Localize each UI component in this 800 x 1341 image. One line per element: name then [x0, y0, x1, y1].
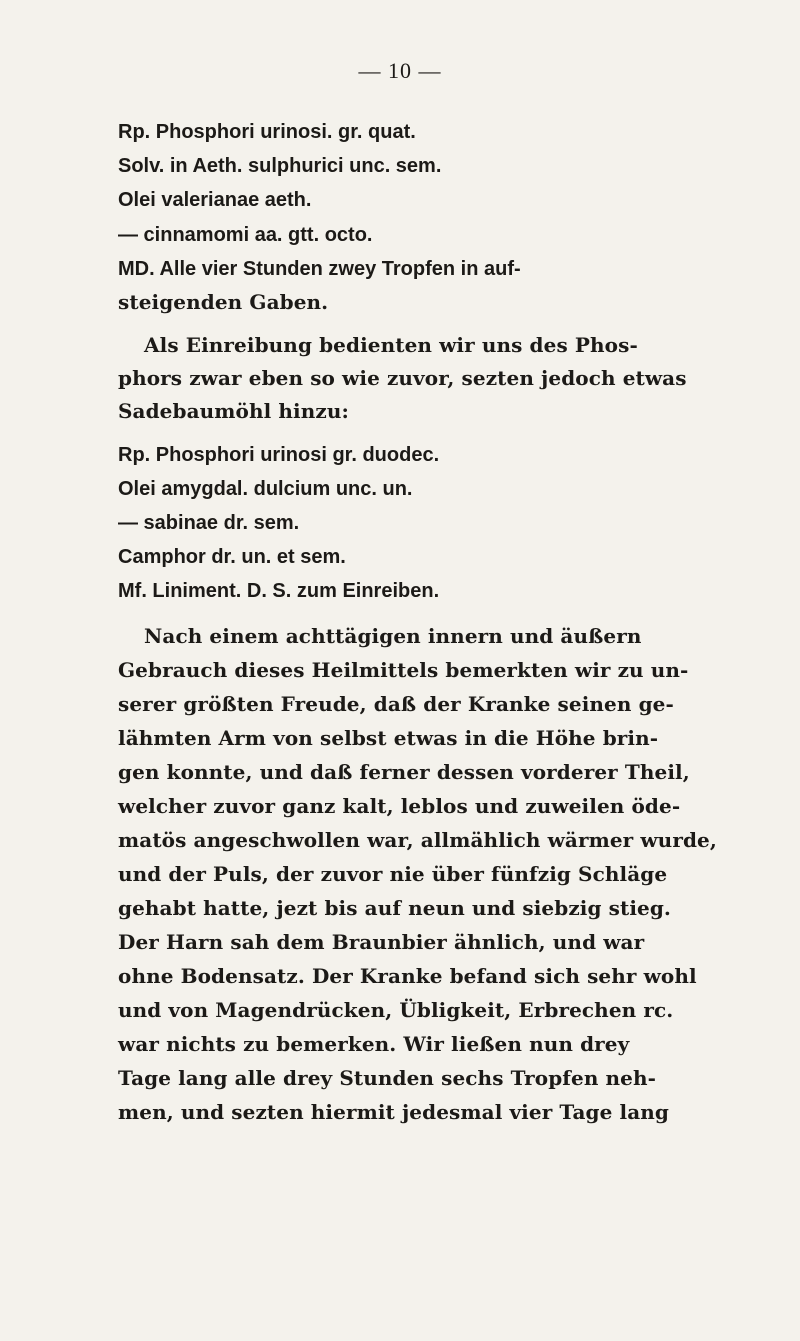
recipe-1-line: Olei valerianae aeth. [118, 189, 312, 211]
paragraph-2-line: men, und sezten hiermit jedesmal vier Tage lang [118, 1100, 669, 1124]
paragraph-2-line: welcher zuvor ganz kalt, leblos und zuweilen öde- [118, 794, 681, 818]
paragraph-2-line: war nichts zu bemerken. Wir ließen nun drey [118, 1032, 630, 1056]
page-number: — 10 — [358, 58, 442, 83]
paragraph-2-line: und der Puls, der zuvor nie über fünfzig Schläge [118, 862, 668, 886]
recipe-1-line: — cinnamomi aa. gtt. octo. [118, 224, 373, 246]
recipe-1-line: steigenden Gaben. [118, 290, 329, 314]
paragraph-2-line: ohne Bodensatz. Der Kranke befand sich sehr wohl [118, 964, 697, 988]
paragraph-2-line: lähmten Arm von selbst etwas in die Höhe brin- [118, 726, 659, 750]
recipe-1-line: Solv. in Aeth. sulphurici unc. sem. [118, 155, 442, 177]
recipe-2-line: Olei amygdal. dulcium unc. un. [118, 478, 413, 500]
paragraph-1-line: Als Einreibung bedienten wir uns des Phos- [144, 333, 638, 357]
paragraph-2-line: matös angeschwollen war, allmählich wärmer wurde, [118, 828, 717, 852]
paragraph-2-line: gehabt hatte, jezt bis auf neun und siebzig stieg. [118, 896, 671, 920]
paragraph-2-line: Gebrauch dieses Heilmittels bemerkten wir zu un- [118, 658, 689, 682]
paragraph-1-line: phors zwar eben so wie zuvor, sezten jedoch etwas [118, 366, 687, 390]
paragraph-2-line: Tage lang alle drey Stunden sechs Tropfen neh- [118, 1066, 657, 1090]
paragraph-2-line: und von Magendrücken, Übligkeit, Erbrechen rc. [118, 998, 674, 1022]
recipe-1-line: MD. Alle vier Stunden zwey Tropfen in auf- [118, 258, 521, 280]
recipe-2-line: Mf. Liniment. D. S. zum Einreiben. [118, 580, 440, 602]
paragraph-2-line: gen konnte, und daß ferner dessen vorderer Theil, [118, 760, 690, 784]
recipe-2-line: Camphor dr. un. et sem. [118, 546, 346, 568]
paragraph-2-line: Der Harn sah dem Braunbier ähnlich, und war [118, 930, 645, 954]
paragraph-1-line: Sadebaumöhl hinzu: [118, 399, 349, 423]
recipe-2-line: — sabinae dr. sem. [118, 512, 300, 534]
recipe-2-line: Rp. Phosphori urinosi gr. duodec. [118, 444, 440, 466]
paragraph-2-line: Nach einem achttägigen innern und äußern [144, 624, 642, 648]
paragraph-2-line: serer größten Freude, daß der Kranke seinen ge- [118, 692, 674, 716]
recipe-1-line: Rp. Phosphori urinosi. gr. quat. [118, 121, 416, 143]
